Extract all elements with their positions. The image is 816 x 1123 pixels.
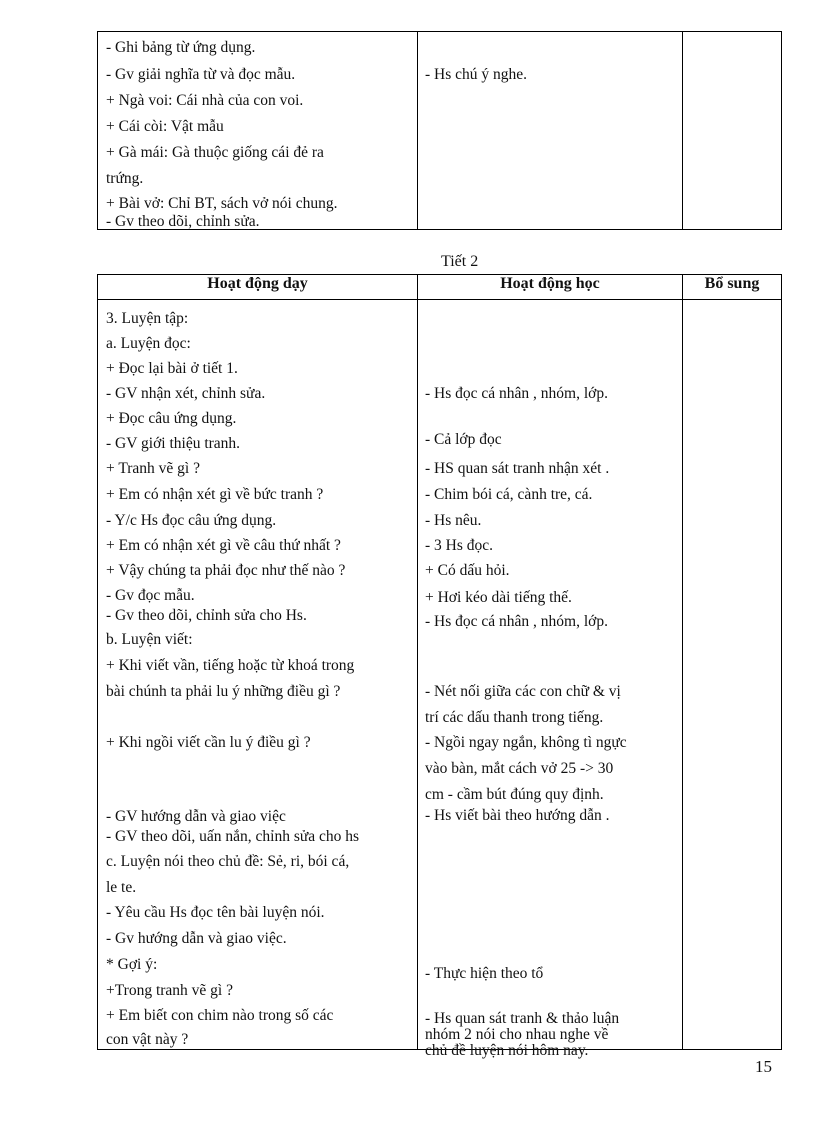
teacher-line: c. Luyện nói theo chủ đề: Sẻ, ri, bói cá, bbox=[106, 853, 350, 870]
teacher-line: bài chúnh ta phải lu ý những điều gì ? bbox=[106, 683, 341, 700]
student-line: trí các dấu thanh trong tiếng. bbox=[425, 709, 604, 726]
teacher-line: - GV nhận xét, chỉnh sửa. bbox=[106, 385, 266, 402]
teacher-line: 3. Luyện tập: bbox=[106, 310, 189, 327]
header-teacher-activity: Hoạt động dạy bbox=[98, 275, 418, 300]
teacher-line: + Cái còi: Vật mẫu bbox=[106, 118, 224, 135]
teacher-line: + Khi ngồi viết cần lu ý điều gì ? bbox=[106, 734, 311, 751]
lesson-activity-table bbox=[97, 274, 782, 1059]
teacher-line: - Yêu cầu Hs đọc tên bài luyện nói. bbox=[106, 904, 325, 921]
student-line: nhóm 2 nói cho nhau nghe về bbox=[425, 1026, 609, 1043]
header-notes: Bổ sung bbox=[683, 275, 782, 300]
teacher-line: + Em có nhận xét gì về câu thứ nhất ? bbox=[106, 537, 341, 554]
teacher-line: + Em có nhận xét gì về bức tranh ? bbox=[106, 486, 324, 503]
header-student-activity: Hoạt động học bbox=[418, 275, 683, 300]
student-line: - Hs chú ý nghe. bbox=[425, 66, 528, 83]
teacher-activity-cell bbox=[98, 300, 418, 1050]
teacher-line: +Trong tranh vẽ gì ? bbox=[106, 982, 233, 999]
teacher-line: + Em biết con chim nào trong số các bbox=[106, 1007, 334, 1024]
teacher-line: + Tranh vẽ gì ? bbox=[106, 460, 200, 477]
teacher-line: + Vậy chúng ta phải đọc như thế nào ? bbox=[106, 562, 346, 579]
teacher-line: + Đọc lại bài ở tiết 1. bbox=[106, 360, 238, 377]
student-line: vào bàn, mắt cách vở 25 -> 30 bbox=[425, 760, 614, 777]
student-line: chủ đề luyện nói hôm nay. bbox=[425, 1042, 589, 1059]
section-title: Tiết 2 bbox=[441, 253, 479, 270]
teacher-line: con vật này ? bbox=[106, 1031, 189, 1048]
student-line: - Hs nêu. bbox=[425, 512, 482, 529]
teacher-line: trứng. bbox=[106, 170, 144, 187]
student-activity-cell bbox=[418, 32, 683, 230]
teacher-line: - Gv theo dõi, chỉnh sửa cho Hs. bbox=[106, 607, 307, 624]
student-line: - HS quan sát tranh nhận xét . bbox=[425, 460, 610, 477]
student-line: + Có dấu hỏi. bbox=[425, 562, 510, 579]
teacher-line: - Gv hướng dẫn và giao việc. bbox=[106, 930, 287, 947]
student-line: - Hs quan sát tranh & thảo luận bbox=[425, 1010, 620, 1027]
student-line: - Hs đọc cá nhân , nhóm, lớp. bbox=[425, 385, 608, 402]
teacher-line: + Ngà voi: Cái nhà của con voi. bbox=[106, 92, 304, 109]
teacher-line: - Gv theo dõi, chỉnh sửa. bbox=[106, 213, 260, 230]
student-line: - Hs viết bài theo hướng dẫn . bbox=[425, 807, 610, 824]
table-header-row bbox=[98, 275, 782, 300]
teacher-line: - Y/c Hs đọc câu ứng dụng. bbox=[106, 512, 277, 529]
student-line: + Hơi kéo dài tiếng thế. bbox=[425, 589, 572, 606]
student-line: cm - cầm bút đúng quy định. bbox=[425, 786, 604, 803]
teacher-line: + Gà mái: Gà thuộc giống cái đẻ ra bbox=[106, 144, 324, 161]
teacher-line: + Đọc câu ứng dụng. bbox=[106, 410, 237, 427]
student-line: - Cả lớp đọc bbox=[425, 431, 502, 448]
teacher-activity-cell bbox=[98, 32, 418, 230]
teacher-line: a. Luyện đọc: bbox=[106, 335, 191, 352]
student-line: - Hs đọc cá nhân , nhóm, lớp. bbox=[425, 613, 608, 630]
notes-cell bbox=[683, 32, 782, 230]
notes-cell bbox=[683, 300, 782, 1050]
teacher-line: - GV theo dõi, uấn nắn, chỉnh sửa cho hs bbox=[106, 828, 360, 845]
teacher-line: - GV giới thiệu tranh. bbox=[106, 435, 241, 452]
student-line: - Chim bói cá, cành tre, cá. bbox=[425, 486, 593, 503]
teacher-line: - Gv đọc mẫu. bbox=[106, 587, 195, 604]
student-line: - 3 Hs đọc. bbox=[425, 537, 494, 554]
teacher-line: * Gợi ý: bbox=[106, 956, 158, 973]
student-line: - Nét nối giữa các con chữ & vị bbox=[425, 683, 621, 700]
student-line: - Thực hiện theo tổ bbox=[425, 965, 544, 982]
student-activity-cell bbox=[418, 300, 683, 1059]
teacher-line: + Bài vở: Chỉ BT, sách vở nói chung. bbox=[106, 195, 338, 212]
page-number: 15 bbox=[755, 1057, 772, 1076]
teacher-line: le te. bbox=[106, 879, 137, 896]
upper-activity-table bbox=[97, 31, 782, 230]
teacher-line: - Gv giải nghĩa từ và đọc mẫu. bbox=[106, 66, 296, 83]
teacher-line: + Khi viết vần, tiếng hoặc từ khoá trong bbox=[106, 657, 355, 674]
teacher-line: b. Luyện viết: bbox=[106, 631, 193, 648]
teacher-line: - Ghi bảng từ ứng dụng. bbox=[106, 39, 256, 56]
student-line: - Ngồi ngay ngắn, không tì ngực bbox=[425, 734, 627, 751]
teacher-line: - GV hướng dẫn và giao việc bbox=[106, 808, 286, 825]
